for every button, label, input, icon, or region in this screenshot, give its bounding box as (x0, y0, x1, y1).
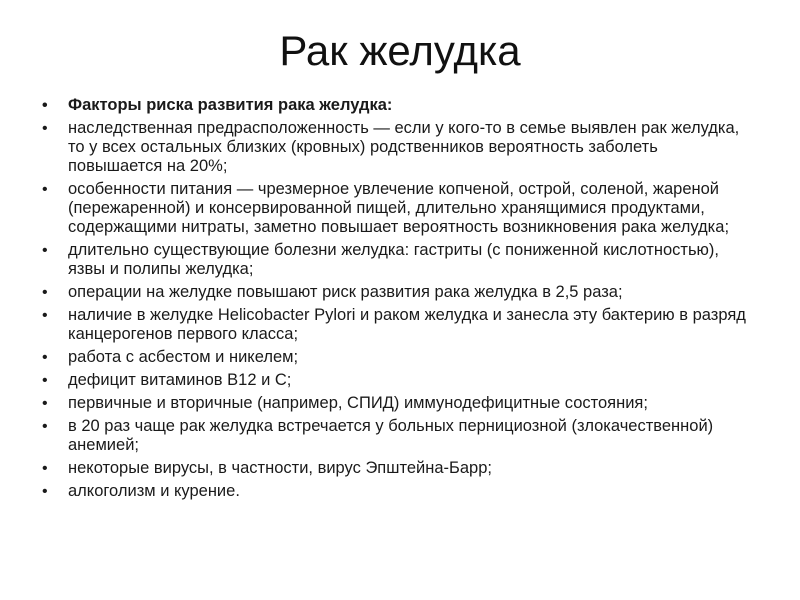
bullet-item-diet: • особенности питания — чрезмерное увлечение копченой, острой, соленой, жареной (пережаренной) и консервированной пищей, длительно хранящимися продуктами, содержащими нитраты, заметно повышает вероятность возникновения рака желудка; (40, 180, 756, 237)
bullet-item-viruses: • некоторые вирусы, в частности, вирус Эпштейна-Барр; (40, 459, 756, 478)
bullet-item-asbestos-nickel: • работа с асбестом и никелем; (40, 348, 756, 367)
bullet-item-helicobacter: • наличие в желудке Helicobacter Pylori и раком желудка и занесла эту бактерию в разряд канцерогенов первого класса; (40, 306, 756, 344)
bullet-item-pernicious-anemia: • в 20 раз чаще рак желудка встречается у больных пернициозной (злокачественной) анемией; (40, 417, 756, 455)
bullet-item-stomach-diseases: • длительно существующие болезни желудка: гастриты (с пониженной кислотностью), язвы и полипы желудка; (40, 241, 756, 279)
bullet-list (40, 96, 756, 505)
bullet-item-heredity: • наследственная предрасположенность — если у кого-то в семье выявлен рак желудка, то у всех остальных близких (кровных) родственников вероятность заболеть повышается на 20%; (40, 119, 756, 176)
bullet-item-alcohol-smoking: • алкоголизм и курение. (40, 482, 756, 501)
bullet-item-stomach-surgery: • операции на желудке повышают риск развития рака желудка в 2,5 раза; (40, 283, 756, 302)
bullet-item-vitamin-deficiency: • дефицит витаминов В12 и С; (40, 371, 756, 390)
bullet-item-immunodeficiency: • первичные и вторичные (например, СПИД) иммунодефицитные состояния; (40, 394, 756, 413)
bullet-item-risk-factors-heading: • Факторы риска развития рака желудка: (40, 96, 756, 115)
slide-title: Рак желудка (279, 27, 521, 74)
